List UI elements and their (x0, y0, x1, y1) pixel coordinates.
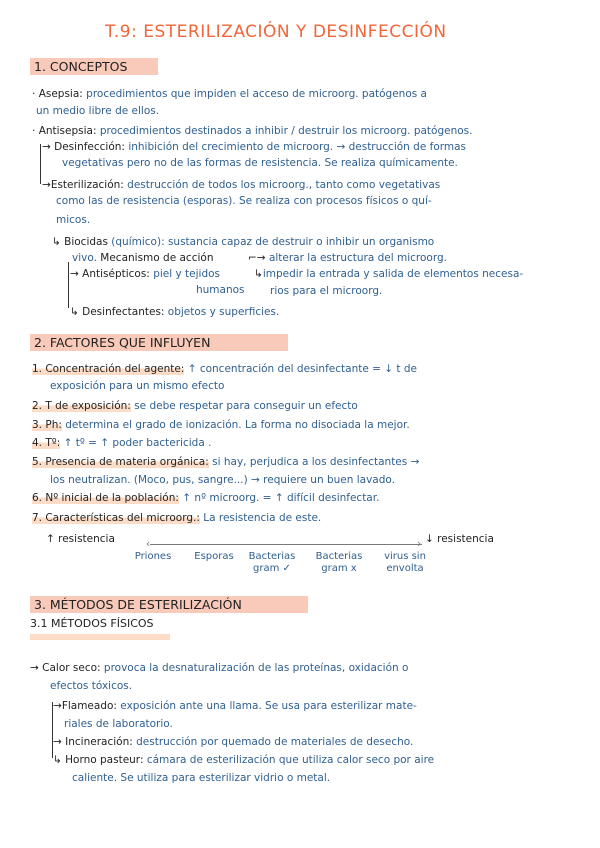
term: Horno pasteur: (65, 754, 144, 766)
page-title: T.9: ESTERILIZACIÓN Y DESINFECCIÓN (105, 22, 447, 42)
definition: si hay, perjudica a los desinfectantes → (212, 456, 420, 468)
definition: exposición para un mismo efecto (50, 380, 225, 392)
definition: cámara de esterilización que utiliza calor seco por aire (146, 754, 435, 766)
definition: provoca la desnaturalización de las proteínas, oxidación o (103, 662, 409, 674)
asepsia-line: · Asepsia: procedimientos que impiden el acceso de microorg. patógenos a (32, 88, 427, 100)
flameado-line: →Flameado: exposición ante una llama. Se usa para esterilizar mate- (53, 700, 417, 712)
mecanismo-line (72, 251, 213, 265)
desinfectantes-line: ↳ Desinfectantes: objetos y superficies. (70, 306, 280, 318)
scale-right-label: ↓ resistencia (425, 533, 494, 545)
term: Desinfección: (54, 141, 125, 153)
definition: se debe respetar para conseguir un efecto (134, 400, 358, 412)
term: Antisépticos: (82, 268, 150, 280)
scale-label: virus sin envolta (384, 551, 426, 574)
subheading-metodos-fisicos: 3.1 MÉTODOS FÍSICOS (30, 617, 154, 630)
term: 4. Tº: (32, 437, 61, 449)
mecanismo-item: ↳impedir la entrada y salida de elementos necesa- (254, 268, 524, 280)
definition: determina el grado de ionización. La forma no disociada la mejor. (65, 419, 410, 431)
antisepsia-line: · Antisepsia: procedimientos destinados a inhibir / destruir los microorg. patógenos. (32, 125, 473, 137)
term: 5. Presencia de materia orgánica: (32, 456, 209, 468)
definition: ↑ tº = ↑ poder bactericida . (63, 437, 212, 449)
factor-item (32, 511, 321, 525)
arrow-right-icon: › (417, 538, 422, 550)
section-heading-metodos: 3. MÉTODOS DE ESTERILIZACIÓN (30, 596, 308, 613)
factor-item (32, 436, 211, 450)
scale-left-label: ↑ resistencia (46, 533, 115, 545)
desinfeccion-line: → Desinfección: inhibición del crecimiento de microorg. → destrucción de formas (42, 141, 467, 153)
term: Mecanismo de acción (100, 252, 214, 264)
term: 6. Nº inicial de la población: (32, 492, 179, 504)
definition: como las de resistencia (esporas). Se realiza con procesos físicos o quí- (56, 195, 432, 207)
definition: efectos tóxicos. (50, 680, 133, 692)
factor-item (32, 455, 419, 469)
antisepticos-line: → Antisépticos: piel y tejidos (70, 268, 221, 280)
definition: los neutralizan. (Moco, pus, sangre...) → requiere un buen lavado. (50, 474, 395, 486)
definition: inhibición del crecimiento de microorg. → destrucción de formas (128, 141, 467, 153)
term: 2. T de exposición: (32, 400, 131, 412)
definition: impedir la entrada y salida de elementos necesa- (262, 268, 524, 280)
definition: exposición ante una llama. Se usa para esterilizar mate- (120, 700, 417, 712)
definition: un medio libre de ellos. (36, 105, 160, 117)
incineracion-line: → Incineración: destrucción por quemado de materiales de desecho. (53, 736, 414, 748)
definition: micos. (56, 214, 91, 226)
definition: piel y tejidos (153, 268, 221, 280)
term: Biocidas (64, 236, 108, 248)
qualifier: (químico): (111, 236, 165, 248)
scale-label: Esporas (194, 551, 234, 562)
definition: ↑ concentración del desinfectante = ↓ t de (187, 363, 417, 375)
definition: sustancia capaz de destruir o inhibir un organismo (167, 236, 435, 248)
factor-item (32, 399, 358, 413)
mecanismo-item: ⌐→ alterar la estructura del microorg. (248, 252, 447, 264)
definition: procedimientos que impiden el acceso de microorg. patógenos a (86, 88, 427, 100)
definition: vivo. (72, 252, 97, 264)
term: Desinfectantes: (82, 306, 165, 318)
term: Esterilización: (50, 179, 124, 191)
arrow-left-icon: ‹ (146, 538, 151, 550)
term: Asepsia: (38, 88, 83, 100)
term: 1. Concentración del agente: (32, 363, 185, 375)
definition: objetos y superficies. (167, 306, 280, 318)
definition: alterar la estructura del microorg. (268, 252, 447, 264)
definition: La resistencia de este. (203, 512, 322, 524)
subheading-highlight (30, 634, 170, 640)
factor-item (32, 362, 417, 376)
scale-label: Priones (134, 551, 172, 562)
definition: rios para el microorg. (270, 285, 383, 297)
scale-label: Bacterias gram x (315, 551, 363, 574)
scale-label: Bacterias gram ✓ (248, 551, 296, 574)
definition: destrucción de todos los microorg., tanto como vegetativas (127, 179, 441, 191)
term: → Calor seco: (30, 662, 101, 674)
resistance-scale-arrow (150, 544, 422, 545)
section-heading-conceptos: 1. CONCEPTOS (30, 58, 158, 75)
biocidas-line: ↳ Biocidas (químico): sustancia capaz de destruir o inhibir un organismo (52, 236, 435, 248)
factor-item (32, 418, 410, 432)
definition: destrucción por quemado de materiales de desecho. (136, 736, 414, 748)
calor-seco-line (30, 661, 408, 675)
term: Incineración: (65, 736, 133, 748)
definition: riales de laboratorio. (64, 718, 173, 730)
factor-item (32, 491, 379, 505)
definition: humanos (196, 284, 245, 296)
definition: vegetativas pero no de las formas de resistencia. Se realiza químicamente. (62, 157, 458, 169)
definition: procedimientos destinados a inhibir / destruir los microorg. patógenos. (99, 125, 473, 137)
bracket-line (68, 262, 69, 308)
bracket-line (40, 144, 41, 184)
esterilizacion-line: →Esterilización: destrucción de todos los microorg., tanto como vegetativas (42, 179, 441, 191)
term: Flameado: (61, 700, 117, 712)
term: 3. Ph: (32, 419, 62, 431)
term: Antisepsia: (38, 125, 97, 137)
definition: caliente. Se utiliza para esterilizar vidrio o metal. (72, 772, 331, 784)
term: 7. Características del microorg.: (32, 512, 200, 524)
section-heading-factores: 2. FACTORES QUE INFLUYEN (30, 334, 288, 351)
definition: ↑ nº microorg. = ↑ difícil desinfectar. (182, 492, 380, 504)
horno-line: ↳ Horno pasteur: cámara de esterilización que utiliza calor seco por aire (53, 754, 435, 766)
